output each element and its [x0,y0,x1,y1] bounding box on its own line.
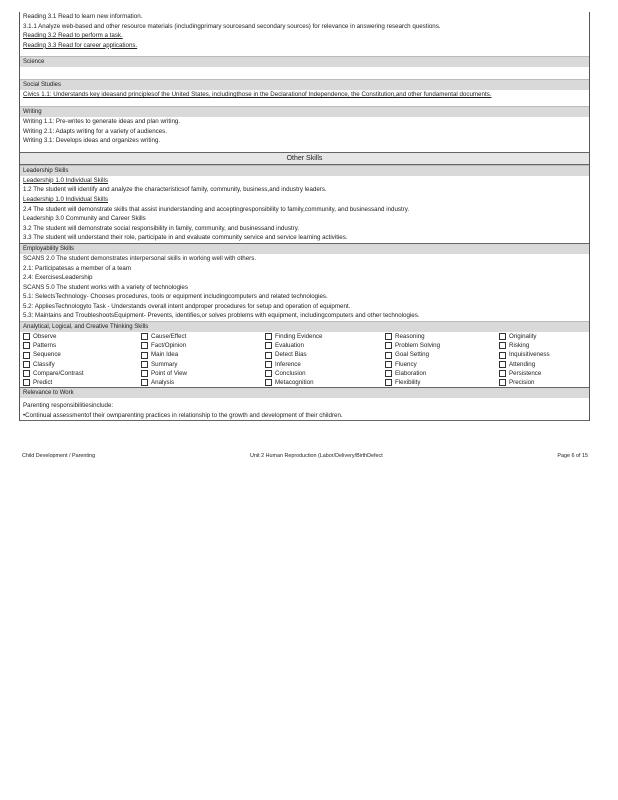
checkbox[interactable] [499,379,506,386]
skill-label: Patterns [33,342,57,350]
skill-label: Finding Evidence [275,333,323,341]
checkbox[interactable] [385,361,392,368]
skill-checkbox-item[interactable] [23,378,141,387]
employability-line: 2.1: Participatesas a member of a team [23,264,131,272]
skill-checkbox-item[interactable] [265,378,385,387]
checkbox[interactable] [499,370,506,377]
skill-label: Compare/Contrast [33,369,84,377]
skill-label: Risking [509,342,530,350]
skill-checkbox-item[interactable] [499,378,589,387]
skill-label: Inquisitiveness [509,351,550,359]
relevance-line: Parenting responsibilitiesinclude: [23,402,114,410]
employability-line: 5.3: Maintains and TroubleshootsEquipment- Prevents, identifies,or solves problems with equipment, includingcomputers and other technologies. [23,312,420,320]
checkbox[interactable] [385,352,392,359]
employability-line: 2.4: ExercisesLeadership [23,274,93,282]
skill-label: Goal Setting [395,351,430,359]
checkbox[interactable] [499,342,506,349]
relevance-heading: Relevance to Work [20,387,589,398]
employability-line: SCANS 2.0 The student demonstrates interpersonal skills in working well with others. [23,254,257,262]
skill-label: Analysis [151,379,175,386]
leadership-line: 3.2 The student will demonstrate social responsibility in family, community, and businessand industry. [23,224,300,232]
checkbox[interactable] [265,370,272,377]
skill-checkbox-item[interactable] [499,360,589,369]
skill-checkbox-item[interactable] [265,369,385,378]
skill-checkbox-item[interactable] [141,378,265,387]
skill-label: Fluency [395,360,417,368]
skill-checkbox-item[interactable] [265,332,385,341]
skill-label: Detect Bias [275,351,307,359]
checkbox[interactable] [141,342,148,349]
skill-label: Sequence [33,351,61,359]
science-heading: Science [20,56,589,67]
checkbox[interactable] [499,333,506,340]
skill-label: Originality [509,333,537,341]
reading-line: Reading 3.2 Read to perform a task. [23,32,123,40]
skill-checkbox-item[interactable] [141,332,265,341]
other-skills-title: Other Skills [20,152,589,165]
leadership-line: Leadership 1.0 Individual Skills [23,176,108,184]
skill-checkbox-item[interactable] [385,378,499,387]
leadership-line: 2.4 The student will demonstrate skills that assist inunderstanding and acceptingresponsibility to family,community, and businessand industry. [23,205,410,213]
leadership-line: 3.3 The student will understand their role, participate in and evaluate community service and service learning activities. [23,234,348,242]
checkbox[interactable] [265,342,272,349]
checkbox[interactable] [265,379,272,386]
checkbox[interactable] [23,352,30,359]
skill-checkbox-item[interactable] [23,341,141,350]
reading-line: Reading 3.1 Read to learn new information. [23,13,143,20]
employability-heading: Employability Skills [20,243,589,254]
leadership-line: Leadership 3.0 Community and Career Skills [23,215,146,223]
skill-checkbox-item[interactable] [141,350,265,359]
checkbox[interactable] [141,361,148,368]
skill-label: Elaboration [395,369,427,377]
skill-label: Observe [33,333,57,341]
checkbox[interactable] [265,361,272,368]
skill-label: Summary [151,360,178,368]
skill-checkbox-item[interactable] [385,341,499,350]
skill-checkbox-item[interactable] [385,332,499,341]
checkbox[interactable] [23,342,30,349]
skill-label: Flexibility [395,379,421,386]
checkbox[interactable] [385,342,392,349]
checkbox[interactable] [385,333,392,340]
skill-checkbox-item[interactable] [265,341,385,350]
checkbox[interactable] [265,352,272,359]
reading-line: 3.1.1 Analyze web-based and other resource materials (includingprimary sourcesand secondary sources) for relevance in answering research questions. [23,22,441,30]
employability-line: 5.2: AppliesTechnologyto Task - Understands overall intent andproper procedures for setup and operation of equipment. [23,302,351,310]
skill-checkbox-item[interactable] [23,369,141,378]
skill-label: Classify [33,360,55,368]
skill-label: Precision [509,379,535,386]
skill-checkbox-item[interactable] [23,350,141,359]
skill-label: Fact/Opinion [151,342,187,350]
skill-label: Main Idea [151,351,179,359]
checkbox[interactable] [23,379,30,386]
analytical-heading: Analytical, Logical, and Creative Thinking Skills [20,321,589,332]
footer-page-number: Page 6 of 15 [557,453,588,459]
checkbox[interactable] [141,333,148,340]
skill-checkbox-item[interactable] [499,332,589,341]
relevance-line: •Continual assessmentof their ownparenting practices in relationship to the growth and development of their children. [20,411,589,422]
page-footer [22,452,588,461]
skill-checkbox-item[interactable] [141,369,265,378]
skill-label: Conclusion [275,369,306,377]
skill-label: Reasoning [395,333,425,341]
writing-heading: Writing [20,106,589,117]
skill-checkbox-item[interactable] [499,350,589,359]
thinking-skills-grid [20,332,589,387]
checkbox[interactable] [499,352,506,359]
document-page [19,12,590,421]
leadership-heading: Leadership Skills [20,165,589,176]
writing-line: Writing 3.1: Develops ideas and organizes writing. [23,137,161,145]
skill-checkbox-item[interactable] [385,350,499,359]
checkbox[interactable] [23,333,30,340]
skill-label: Cause/Effect [151,333,187,341]
skill-label: Predict [33,379,53,386]
skill-checkbox-item[interactable] [141,360,265,369]
skill-checkbox-item[interactable] [23,360,141,369]
social-studies-heading: Social Studies [20,79,589,90]
writing-line: Writing 1.1: Pre-writes to generate ideas and plan writing. [23,117,181,125]
checkbox[interactable] [23,370,30,377]
skill-label: Point of View [151,369,188,377]
checkbox[interactable] [385,379,392,386]
skill-label: Problem Solving [395,342,441,350]
skill-label: Attending [509,360,536,368]
skill-checkbox-item[interactable] [23,332,141,341]
skill-checkbox-item[interactable] [265,360,385,369]
employability-line: SCANS 5.0 The student works with a variety of technologies [23,283,188,291]
social-studies-line: Civics 1.1: Understands key ideasand principlesof the United States, includingthose in the Declarationof Independence, the Constitution,and other fundamental documents. [23,91,492,99]
footer-course: Child Development / Parenting [22,453,96,459]
skill-label: Persistence [509,369,542,377]
skill-checkbox-item[interactable] [385,369,499,378]
checkbox[interactable] [141,379,148,386]
leadership-line: Leadership 1.0 Individual Skills [23,195,108,203]
skill-checkbox-item[interactable] [385,360,499,369]
skill-checkbox-item[interactable] [499,369,589,378]
skill-checkbox-item[interactable] [265,350,385,359]
skill-label: Metacognition [275,379,314,386]
checkbox[interactable] [385,370,392,377]
skill-checkbox-item[interactable] [141,341,265,350]
reading-line: Reading 3.3 Read for career applications. [23,41,138,49]
writing-line: Writing 2.1: Adapts writing for a variety of audiences. [23,127,167,135]
checkbox[interactable] [141,370,148,377]
skill-checkbox-item[interactable] [499,341,589,350]
checkbox[interactable] [141,352,148,359]
leadership-line: 1.2 The student will identify and analyze the characteristicsof family, community, business,and industry leaders. [23,186,327,194]
skill-label: Inference [275,360,301,368]
checkbox[interactable] [23,361,30,368]
skill-label: Evaluation [275,342,304,350]
footer-unit: Unit 2 Human Reproduction (Labor/Delivery/BirthDefect [250,453,383,459]
checkbox[interactable] [499,361,506,368]
checkbox[interactable] [265,333,272,340]
employability-line: 5.1: SelectsTechnology- Chooses procedures, tools or equipment includingcomputers and related technologies. [23,293,328,301]
